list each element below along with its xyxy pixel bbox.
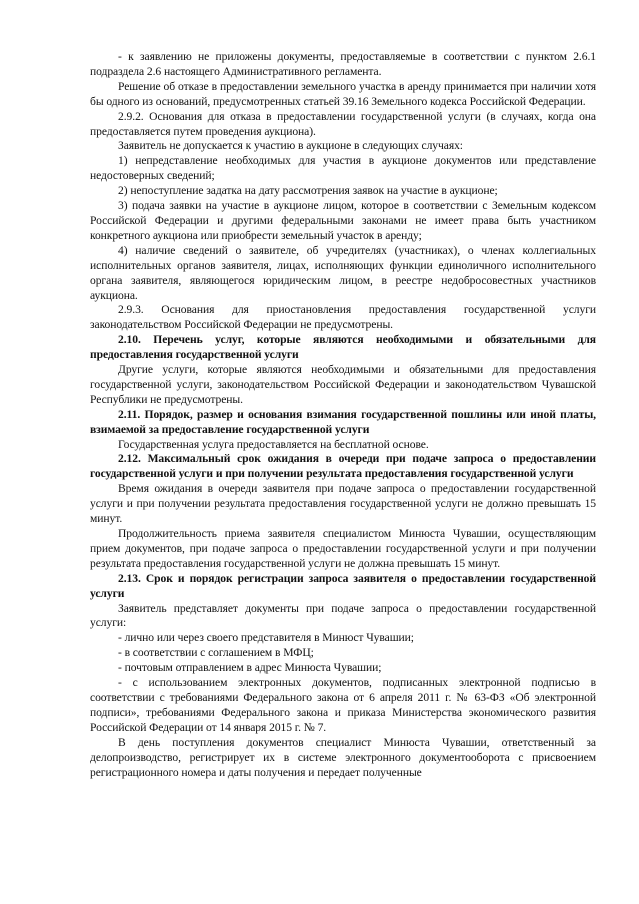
paragraph: - к заявлению не приложены документы, предоставляемые в соответствии с пунктом 2.6.1 подраздела 2.6 настоящего Административного регламента. (90, 50, 596, 78)
paragraph: Заявитель не допускается к участию в аукционе в следующих случаях: (118, 139, 463, 153)
section-heading: 2.12. Максимальный срок ожидания в очереди при подаче запроса о предоставлении государственной услуги и при получении результата предоставления государственной услуги (90, 452, 596, 481)
list-item: 4) наличие сведений о заявителе, об учредителях (участниках), о членах коллегиальных исполнительных органов заявителя, лицах, исполняющих функции единоличного исполнительного органа заявителя, являющегося юридическим лицом, в реестре недобросовестных участников аукциона. (90, 243, 596, 302)
list-item: 1) непредставление необходимых для участия в аукционе документов или представление недостоверных сведений; (90, 154, 596, 183)
list-item: - в соответствии с соглашением в МФЦ; (118, 646, 314, 660)
paragraph: В день поступления документов специалист Минюста Чувашии, ответственный за делопроизводство, регистрирует их в системе электронного документооборота с присвоением регистрационного номера и даты получения и передает полученные (90, 735, 596, 779)
list-item: 3) подача заявки на участие в аукционе лицом, которое в соответствии с Земельным кодексом Российской Федерации и другими федеральными законами не имеет права быть участником конкретного аукциона или приобрести земельный участок в аренду; (90, 199, 596, 242)
paragraph: Продолжительность приема заявителя специалистом Минюста Чувашии, осуществляющим прием документов, при подаче запроса о предоставлении государственной услуги и при получении результата предоставления государственной услуги не должна превышать 15 минут. (90, 527, 596, 570)
section-heading: 2.13. Срок и порядок регистрации запроса заявителя о предоставлении государственной услуги (90, 571, 596, 600)
paragraph: Решение об отказе в предоставлении земельного участка в аренду принимается при наличии хотя бы одного из оснований, предусмотренных статьей 39.16 Земельного кодекса Российской Федерации. (90, 79, 596, 108)
paragraph: Время ожидания в очереди заявителя при подаче запроса о предоставлении государственной услуги и при получении результата предоставления государственной услуги не должно превышать 15 минут. (90, 482, 596, 526)
paragraph: Государственная услуга предоставляется на бесплатной основе. (118, 437, 429, 451)
section-heading: 2.10. Перечень услуг, которые являются необходимыми и обязательными для предоставления государственной услуги (90, 333, 596, 362)
document-page (90, 50, 596, 780)
paragraph: 2.9.3. Основания для приостановления предоставления государственной услуги законодательством Российской Федерации не предусмотрены. (90, 303, 596, 332)
paragraph: Другие услуги, которые являются необходимыми и обязательными для предоставления государственной услуги, законодательством Российской Федерации и законодательством Чувашской Республики не предусмотрены. (90, 363, 596, 406)
list-item: - с использованием электронных документов, подписанных электронной подписью в соответствии с требованиями Федерального закона от 6 апреля 2011 г. № 63-ФЗ «Об электронной подписи», требованиями Федерального закона и приказа Министерства экономического развития Российской Федерации от 14 января 2015 г. № 7. (90, 676, 596, 734)
paragraph: Заявитель представляет документы при подаче запроса о предоставлении государственной услуги: (90, 601, 596, 630)
list-item: 2) непоступление задатка на дату рассмотрения заявок на участие в аукционе; (118, 184, 498, 198)
paragraph: 2.9.2. Основания для отказа в предоставлении государственной услуги (в случаях, когда она предоставляется путем проведения аукциона). (90, 109, 596, 138)
list-item: - почтовым отправлением в адрес Минюста Чувашии; (118, 661, 382, 675)
list-item: - лично или через своего представителя в Минюст Чувашии; (118, 631, 414, 645)
section-heading: 2.11. Порядок, размер и основания взимания государственной пошлины или иной платы, взимаемой за предоставление государственной услуги (90, 407, 596, 436)
